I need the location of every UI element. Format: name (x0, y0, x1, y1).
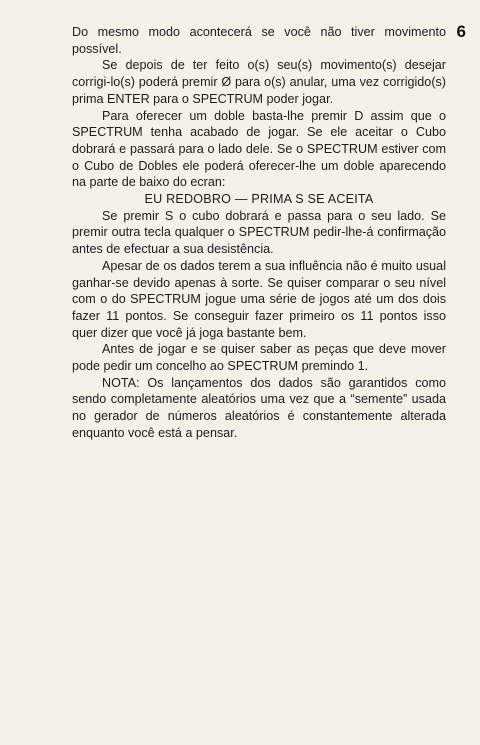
paragraph-offer-double: Para oferecer um doble basta-lhe premir D assim que o SPECTRUM tenha acabado de jogar. Se ele aceitar o Cubo dobrará e passará para o lado dele. Se o SPECTRUM estiver com o Cubo de Dobles ele poderá oferecer-lhe um doble aparecendo na parte de baixo do ecran: (72, 108, 446, 190)
note-label: NOTA: (102, 375, 140, 390)
redouble-screen-message: EU REDOBRO — PRIMA S SE ACEITA (144, 192, 374, 207)
paragraph-accept-double: Se premir S o cubo dobrará e passa para o seu lado. Se premir outra tecla qualquer o SPECTRUM pedir-lhe-á confirmação antes de efectuar a sua desistência. (72, 208, 446, 257)
paragraph-note (72, 375, 446, 442)
page-number: 6 (456, 22, 466, 41)
paragraph-no-moves: Do mesmo modo acontecerá se você não tiver movimento possível. (72, 25, 446, 56)
paragraph-undo-moves: Se depois de ter feito o(s) seu(s) movimento(s) desejar corrigi-lo(s) poderá premir Ø para o(s) anular, uma vez corrigido(s) prima ENTER para o SPECTRUM poder jogar. (72, 58, 446, 106)
paragraph-dice-influence: Apesar de os dados terem a sua influência não é muito usual ganhar-se devido apenas à sorte. Se quiser comparar o seu nível com o do SPECTRUM jogue uma série de jogos até um dos dois fazer 11 pontos. Se conseguir fazer primeiro os 11 pontos isso quer dizer que você já joga bastante bem. (72, 258, 446, 340)
body-text (72, 24, 446, 442)
paragraph-ask-advice: Antes de jogar e se quiser saber as peças que deve mover pode pedir um concelho ao SPECTRUM premindo 1. (72, 342, 446, 374)
note-text: Os lançamentos dos dados são garantidos como sendo completamente aleatórios uma vez que a “semente” usada no gerador de números aleatórios é constantemente alterada enquanto você está a pensar. (72, 375, 446, 440)
